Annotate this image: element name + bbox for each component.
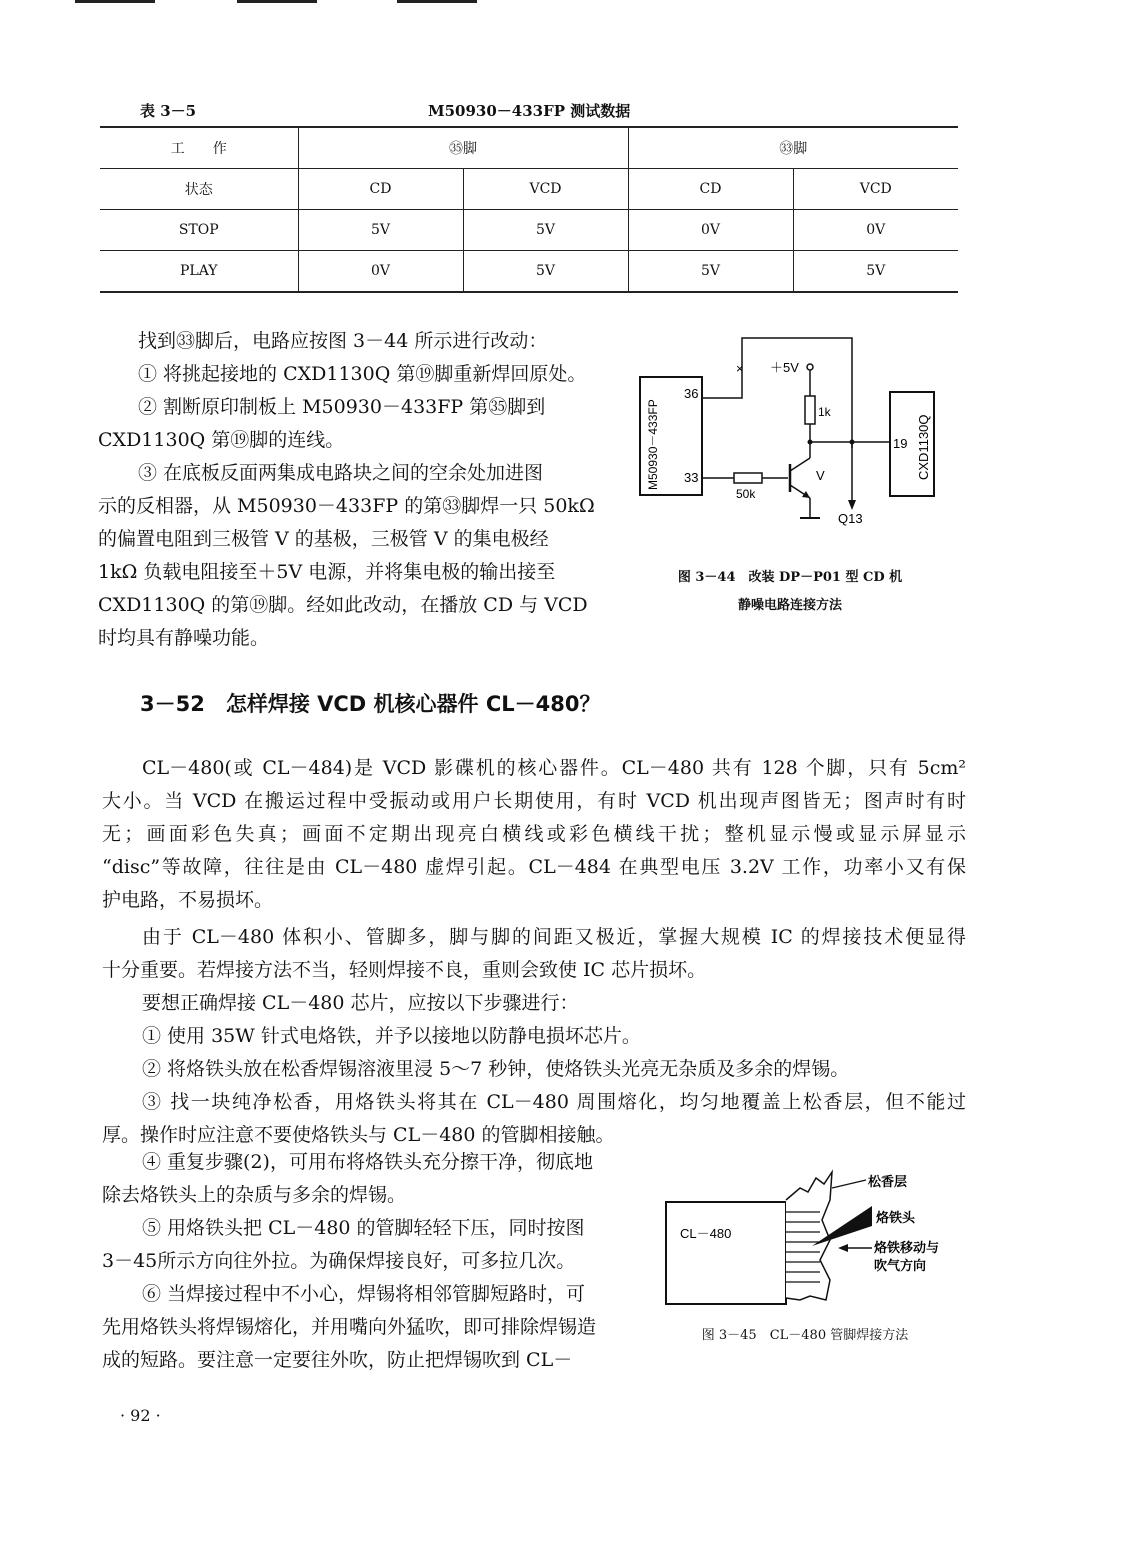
table-cell: 5V (463, 251, 628, 293)
text-line: 无；画面彩色失真；画面不定期出现亮白横线或彩色横线干扰；整机显示慢或显示屏显示 (102, 823, 966, 845)
table-row (100, 210, 958, 251)
table-label: 表 3－5 (140, 102, 197, 120)
table-cell: STOP (100, 210, 298, 251)
table-header-cell: ㉝脚 (628, 127, 958, 169)
intro-paragraph (98, 325, 618, 655)
text-line: 十分重要。若焊接方法不当，轻则焊接不良，重则会致使 IC 芯片损坏。 (102, 959, 707, 981)
rosin-layer (786, 1172, 832, 1300)
table-cell: 5V (298, 210, 463, 251)
text-line: ④ 重复步骤(2)，可用布将烙铁头充分擦干净，彻底地 (142, 1151, 593, 1173)
table-cell: 5V (793, 251, 958, 293)
table-header-cell: ㉟脚 (298, 127, 628, 169)
table-header-row (100, 127, 958, 169)
text-line: 除去烙铁头上的杂质与多余的焊锡。 (102, 1184, 407, 1206)
text-line: ② 将烙铁头放在松香焊锡溶液里浸 5～7 秒钟，使烙铁头光亮无杂质及多余的焊锡。 (142, 1058, 850, 1080)
text-line: 先用烙铁头将焊锡熔化，并用嘴向外猛吹，即可排除焊锡造 (102, 1316, 597, 1338)
r1-label: 1k (818, 405, 831, 419)
iron-label: 烙铁头 (876, 1210, 916, 1225)
transistor-label: V (816, 468, 825, 483)
rosin-leader (832, 1180, 866, 1188)
chip-label: CL－480 (680, 1226, 732, 1241)
text-line: 的偏置电阻到三极管 V 的基极，三极管 V 的集电极经 (98, 528, 549, 550)
table-cell: 5V (463, 210, 628, 251)
vcc-terminal (807, 364, 813, 370)
table-cell: PLAY (100, 251, 298, 293)
text-line: ② 割断原印制板上 M50930－433FP 第㉟脚到 (138, 396, 546, 418)
text-line: 时均具有静噪功能。 (98, 627, 270, 649)
text-line: 大小。当 VCD 在搬运过程中受振动或用户长期使用，有时 VCD 机出现声图皆无；图声时有时 (102, 790, 966, 812)
text-line: 厚。操作时应注意不要使烙铁头与 CL－480 的管脚相接触。 (102, 1124, 615, 1146)
table-header-row (100, 169, 958, 210)
paragraph (102, 752, 966, 1152)
pin33-label: 33 (684, 470, 699, 485)
table-header-cell: 状态 (100, 169, 298, 210)
vcc-label: ＋5V (770, 360, 799, 375)
pin36-label: 36 (684, 386, 699, 401)
figure-caption: 图 3－45 CL－480 管脚焊接方法 (701, 1328, 909, 1343)
direction-arrowhead (838, 1244, 848, 1252)
rosin-label: 松香层 (868, 1174, 908, 1189)
text-line: ⑤ 用烙铁头把 CL－480 的管脚轻轻下压，同时按图 (142, 1217, 585, 1239)
text-line: CL－480(或 CL－484)是 VCD 影碟机的核心器件。CL－480 共有 128 个脚，只有 5cm² (142, 757, 966, 779)
text-line: ③ 在底板反面两集成电路块之间的空余处加进图 (138, 462, 544, 484)
text-line: 护电路，不易损坏。 (102, 889, 274, 911)
text-line: CXD1130Q 的第⑲脚。经如此改动，在播放 CD 与 VCD (98, 594, 588, 616)
table-cell: 0V (298, 251, 463, 293)
scan-mark (75, 0, 155, 3)
text-line: 要想正确焊接 CL－480 芯片，应按以下步骤进行： (142, 992, 579, 1014)
cl480-chip (666, 1202, 786, 1304)
table-row (100, 251, 958, 293)
text-line: ⑥ 当焊接过程中不小心，焊锡将相邻管脚短路时，可 (142, 1283, 586, 1305)
resistor-50k (734, 473, 762, 483)
text-line: ① 将挑起接地的 CXD1130Q 第⑲脚重新焊回原处。 (138, 363, 587, 385)
table-header-cell: CD (628, 169, 793, 210)
emitter-arrow (802, 491, 810, 498)
q13-arrow (848, 500, 856, 510)
table-header-cell: CD (298, 169, 463, 210)
table-header-cell: 工 作 (100, 127, 298, 169)
resistor-1k (805, 396, 815, 424)
text-line: “disc”等故障，往往是由 CL－480 虚焊引起。CL－484 在典型电压 3.2V 工作，功率小又有保 (102, 856, 966, 878)
table-header-cell: VCD (463, 169, 628, 210)
text-line: 找到㉝脚后，电路应按图 3－44 所示进行改动： (138, 330, 548, 352)
figure-caption: 图 3－44 改装 DP－P01 型 CD 机 (677, 570, 903, 585)
direction-label: 烙铁移动与 (874, 1240, 940, 1255)
section-heading: 3－52 怎样焊接 VCD 机核心器件 CL－480？ (140, 692, 601, 716)
steps-paragraph (102, 1146, 642, 1377)
pin36-wire (702, 338, 852, 448)
table-header-cell: VCD (793, 169, 958, 210)
r2-label: 50k (736, 487, 756, 501)
text-line: 成的短路。要注意一定要往外吹，防止把焊锡吹到 CL－ (102, 1349, 573, 1371)
transistor-collector (790, 458, 810, 471)
table-cell: 0V (628, 210, 793, 251)
text-line: 示的反相器，从 M50930－433FP 的第㉝脚焊一只 50kΩ (98, 495, 595, 517)
text-line: ③ 找一块纯净松香，用烙铁头将其在 CL－480 周围熔化，均匀地覆盖上松香层，但不能过 (142, 1091, 966, 1113)
scan-mark (397, 0, 477, 3)
test-data-table (100, 126, 958, 293)
table-cell: 0V (793, 210, 958, 251)
text-line: 3－45所示方向往外拉。为确保焊接良好，可多拉几次。 (102, 1250, 576, 1272)
ic-cxd1130q-label: CXD1130Q (916, 414, 931, 480)
q13-label: Q13 (838, 511, 863, 526)
direction-label: 吹气方向 (874, 1258, 927, 1273)
table-cell: 5V (628, 251, 793, 293)
text-line: CXD1130Q 第⑲脚的连线。 (98, 429, 345, 451)
circuit-diagram (630, 330, 950, 530)
text-line: 由于 CL－480 体积小、管脚多，脚与脚的间距又极近，掌握大规模 IC 的焊接技术便显得 (142, 926, 966, 948)
text-line: 1kΩ 负载电阻接至＋5V 电源，并将集电极的输出接至 (98, 561, 556, 583)
soldering-diagram (660, 1160, 960, 1310)
figure-caption: 静噪电路连接方法 (737, 598, 842, 613)
table-title: M50930－433FP 测试数据 (428, 102, 631, 120)
scan-mark (237, 0, 317, 3)
node-dot (808, 440, 813, 445)
pin19-label: 19 (893, 436, 908, 451)
page-number: · 92 · (120, 1406, 161, 1425)
ic-m50930-label: M50930－433FP (646, 399, 660, 490)
text-line: ① 使用 35W 针式电烙铁，并予以接地以防静电损坏芯片。 (142, 1025, 641, 1047)
cut-mark: × (736, 361, 744, 376)
